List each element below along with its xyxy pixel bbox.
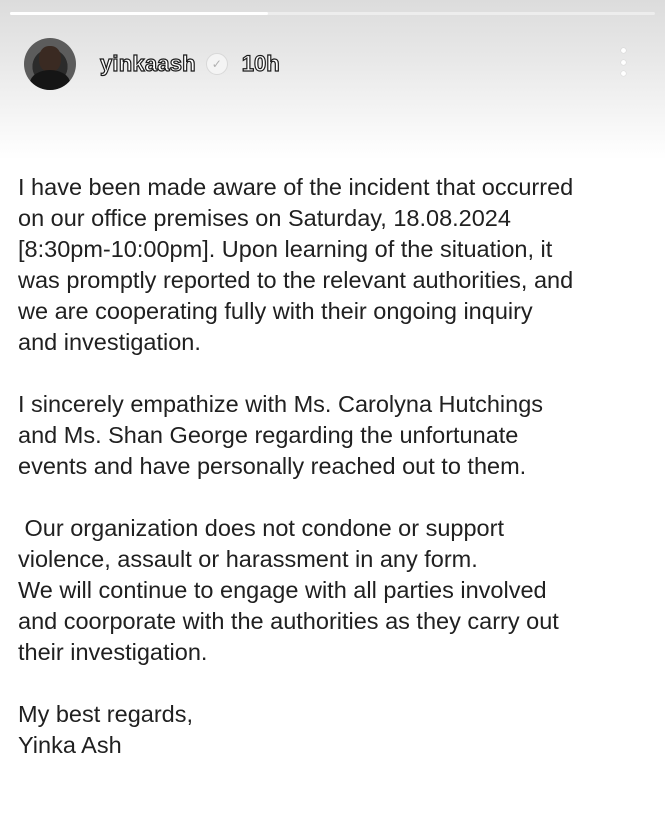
avatar-body: [30, 70, 70, 90]
avatar[interactable]: [24, 38, 76, 90]
post-time: 10h: [241, 51, 280, 76]
statement-line: we are cooperating fully with their ongoing inquiry: [18, 298, 533, 324]
statement-line: on our office premises on Saturday, 18.08.2024: [18, 205, 511, 231]
statement-line: and investigation.: [18, 329, 201, 355]
signoff-line: My best regards,: [18, 701, 194, 727]
statement-line: and Ms. Shan George regarding the unfortunate: [18, 422, 519, 448]
dot-icon: [621, 48, 626, 53]
signature-name: Yinka Ash: [18, 732, 122, 758]
statement-line: was promptly reported to the relevant authorities, and: [18, 267, 574, 293]
statement-line: their investigation.: [18, 639, 208, 665]
statement-line: events and have personally reached out to them.: [18, 453, 527, 479]
dot-icon: [621, 60, 626, 65]
story-progress-bar: [10, 12, 655, 15]
statement-text: [18, 172, 658, 761]
statement-line: We will continue to engage with all parties involved: [18, 577, 547, 603]
statement-line: I sincerely empathize with Ms. Carolyna Hutchings: [18, 391, 544, 417]
story-progress-fill: [10, 12, 268, 15]
story-header: [24, 38, 280, 90]
paragraph-gap: [18, 358, 658, 389]
username[interactable]: yinkaash: [100, 51, 196, 76]
dot-icon: [621, 71, 626, 76]
more-options-button[interactable]: [617, 44, 629, 80]
statement-line: and coorporate with the authorities as they carry out: [18, 608, 559, 634]
paragraph-gap: [18, 668, 658, 699]
statement-line: I have been made aware of the incident that occurred: [18, 174, 574, 200]
avatar-face: [39, 46, 61, 72]
statement-line: Our organization does not condone or support: [18, 515, 504, 541]
statement-line: violence, assault or harassment in any form.: [18, 546, 478, 572]
verified-badge-icon: ✓: [206, 53, 228, 75]
statement-line: [8:30pm-10:00pm]. Upon learning of the situation, it: [18, 236, 553, 262]
paragraph-gap: [18, 482, 658, 513]
